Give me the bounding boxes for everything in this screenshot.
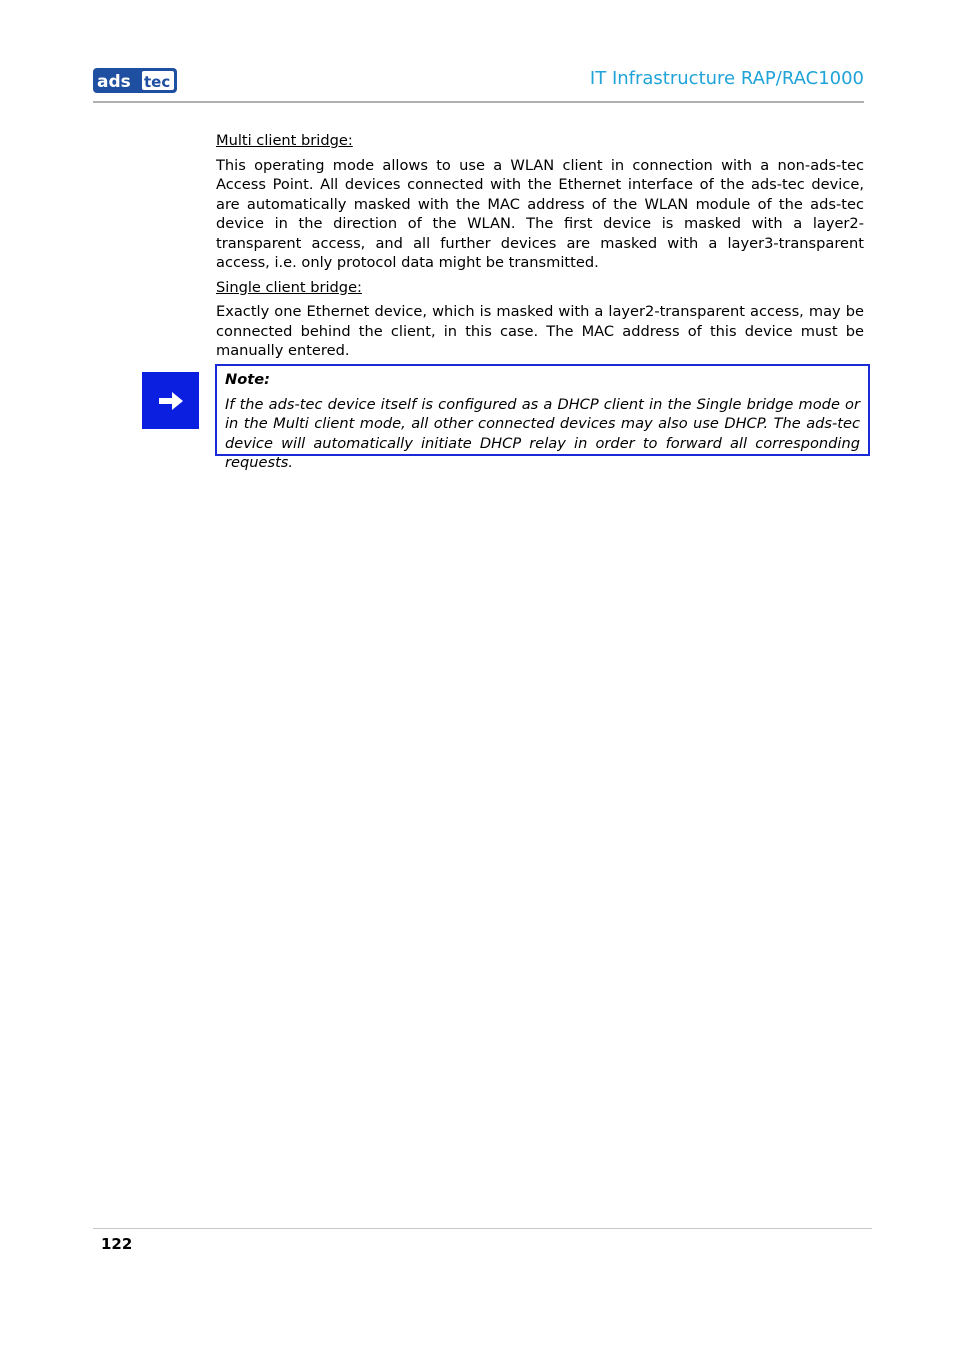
logo-text-tec: tec	[144, 73, 171, 91]
document-title: IT Infrastructure RAP/RAC1000	[589, 68, 864, 89]
footer-divider	[93, 1228, 872, 1229]
note-box	[215, 364, 870, 471]
logo-text-ads: ads	[97, 72, 131, 92]
section-heading-single-client-bridge: Single client bridge:	[216, 278, 362, 296]
ads-tec-logo	[93, 68, 177, 93]
note-text: If the ads-tec device itself is configured as a DHCP client in the Single bridge mode or in the Multi client mode, all other connected devices may also use DHCP. The ads-tec device will automatically initiate DHCP relay in order to forward all corresponding requests.	[225, 395, 860, 471]
header-divider	[93, 101, 864, 103]
page-number: 122	[101, 1235, 133, 1253]
note-heading: Note:	[225, 371, 270, 388]
section-body-multi-client-bridge: This operating mode allows to use a WLAN client in connection with a non-ads-tec Access Point. All devices connected with the Ethernet interface of the ads-tec device, are automatically masked with the MAC address of the WLAN module of the ads-tec device in the direction of the WLAN. The first device is masked with a layer2-transparent access, and all further devices are masked with a layer3-transparent access, i.e. only protocol data might be transmitted.	[216, 156, 864, 271]
section-heading-multi-client-bridge: Multi client bridge:	[216, 132, 353, 149]
main-content	[216, 131, 864, 366]
arrow-right-icon	[157, 389, 185, 413]
section-body-single-client-bridge: Exactly one Ethernet device, which is masked with a layer2-transparent access, may be connected behind the client, in this case. The MAC address of this device must be manually entered.	[216, 303, 864, 359]
note-icon-box	[142, 372, 199, 429]
